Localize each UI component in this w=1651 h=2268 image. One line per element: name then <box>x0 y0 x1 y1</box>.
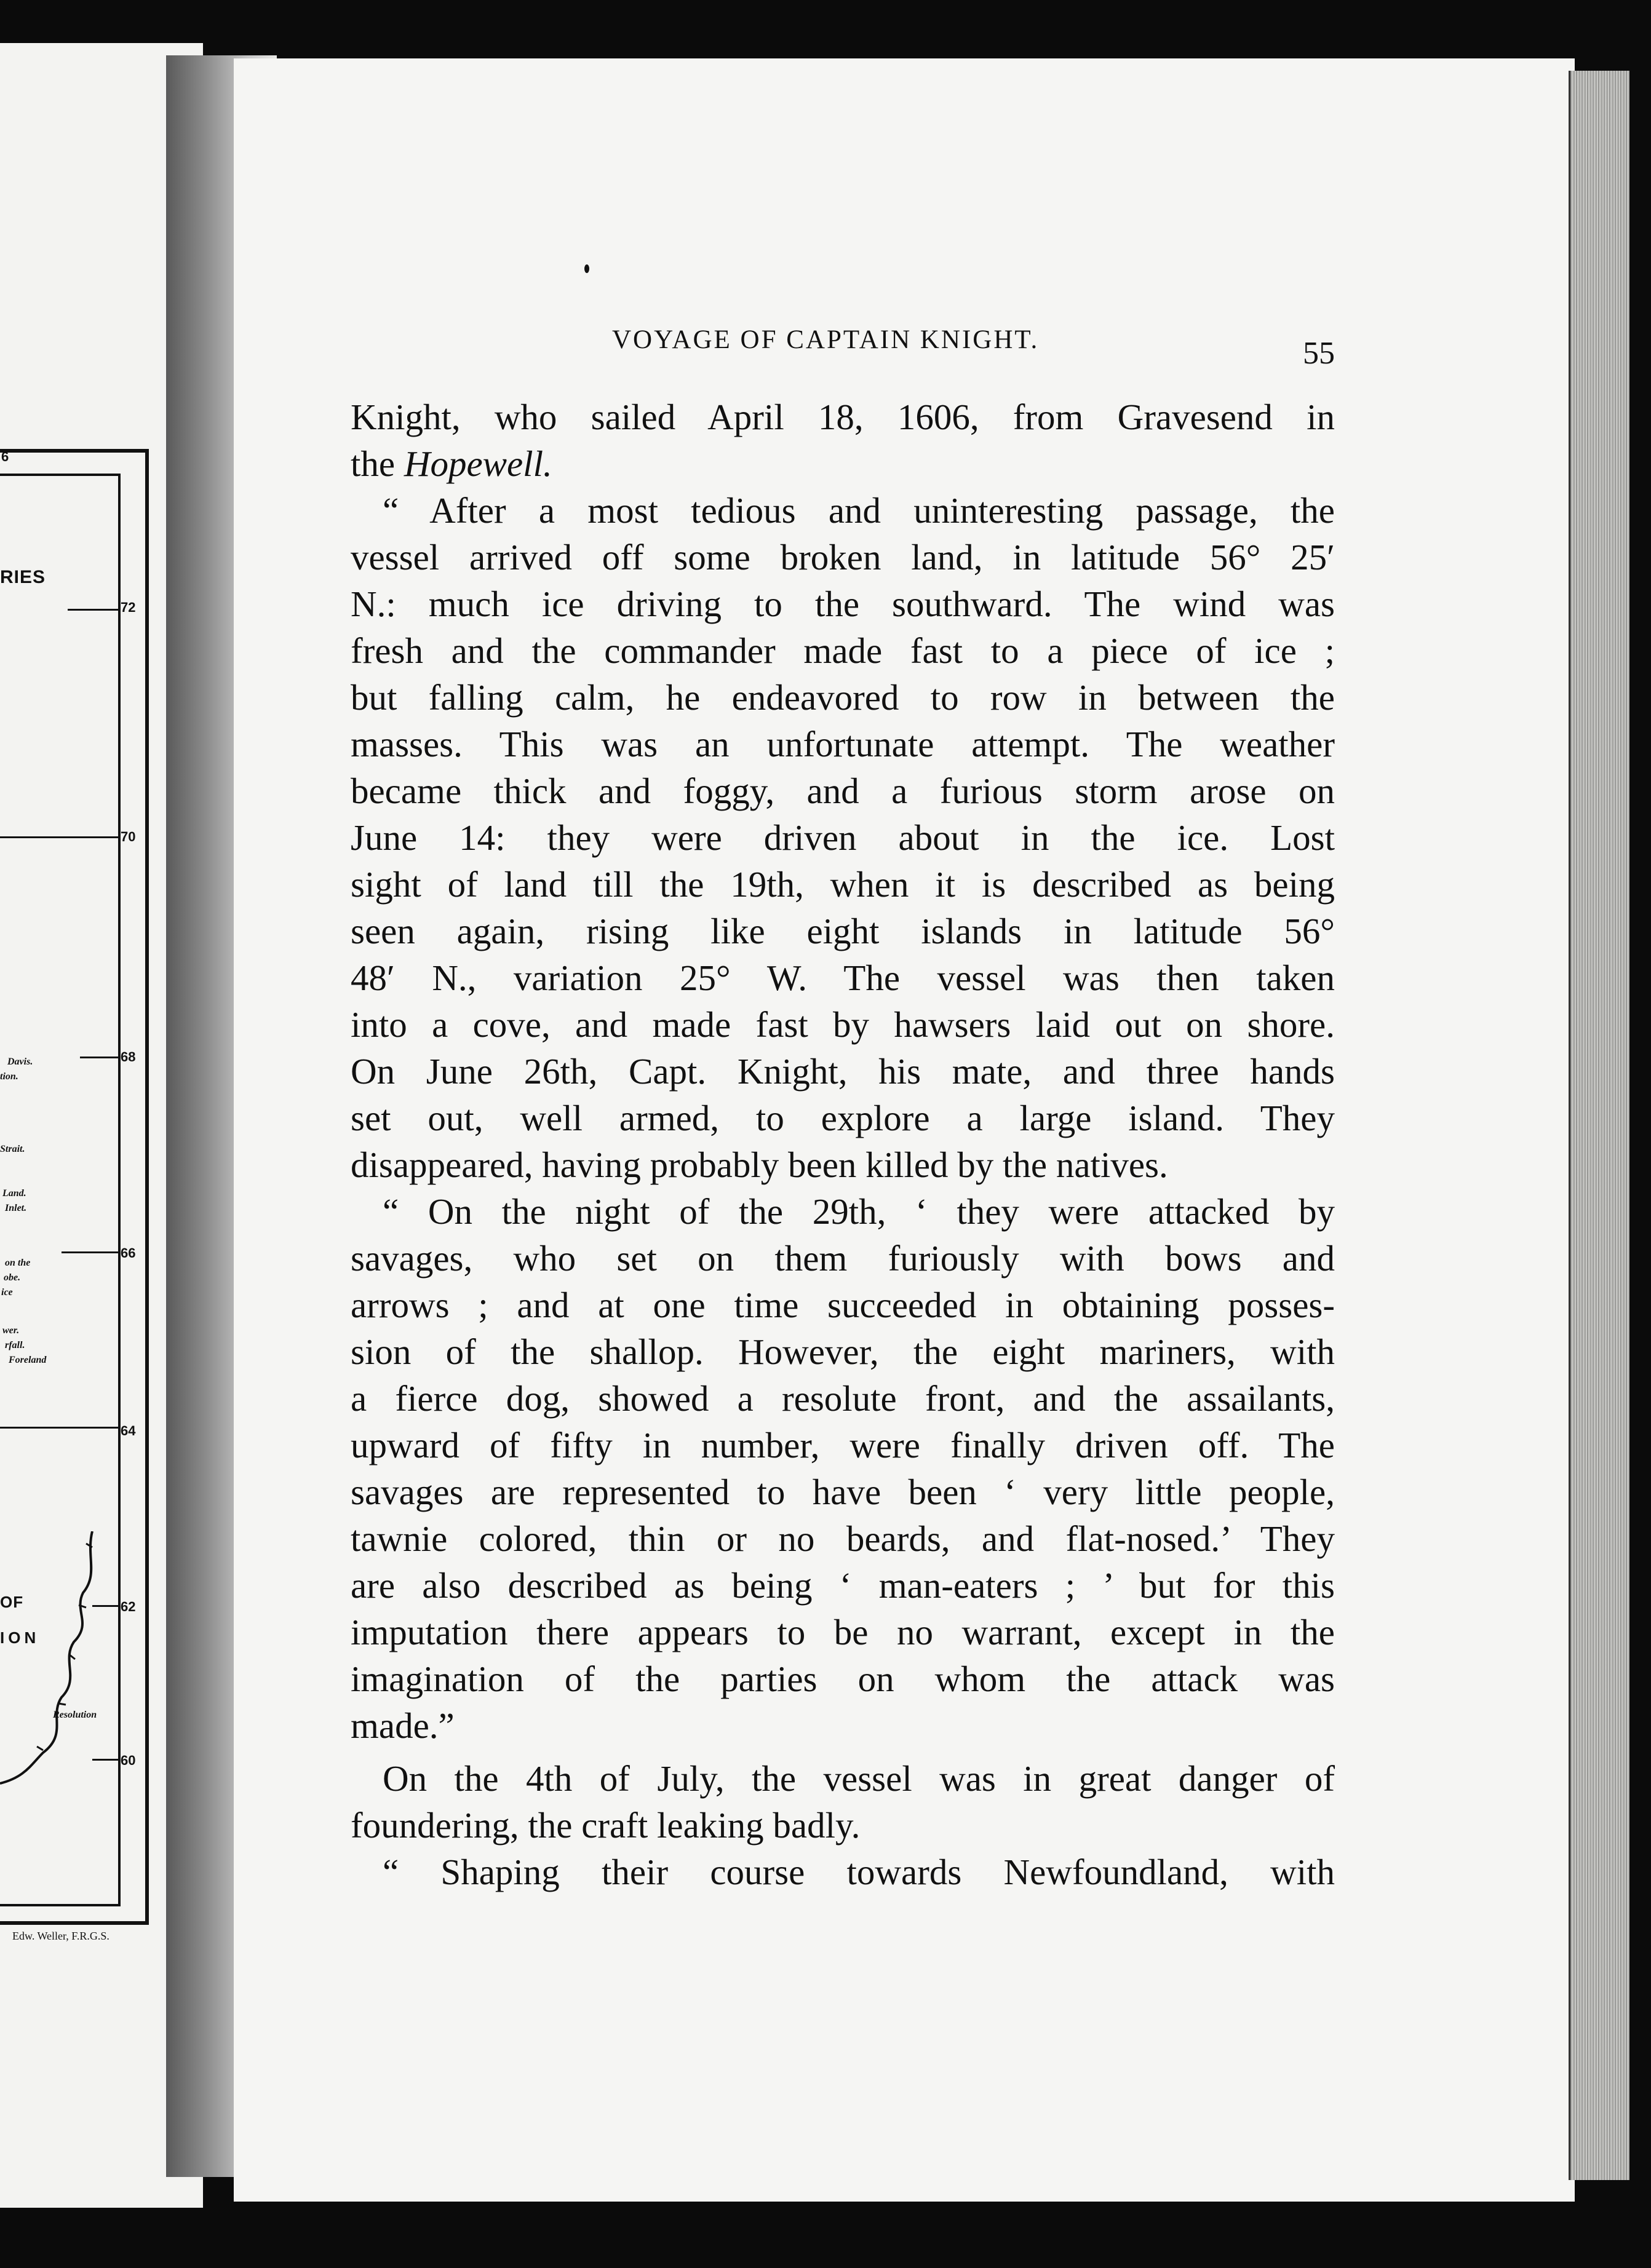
map-note: Land. <box>2 1188 26 1199</box>
text-line: Knight, who sailed April 18, 1606, from Gravesend in <box>351 397 1335 437</box>
map-note: rfall. <box>5 1340 25 1350</box>
text-line: savages are represented to have been ‘ very little people, <box>351 1472 1335 1512</box>
text-line: “ Shaping their course towards Newfoundland, with <box>383 1852 1335 1892</box>
text-line: On the 4th of July, the vessel was in great danger of <box>383 1758 1335 1799</box>
text-line: “ After a most tedious and uninteresting passage, the <box>383 490 1335 531</box>
text-line: June 14: they were driven about in the ice. Lost <box>351 817 1335 858</box>
text-line: N.: much ice driving to the southward. The wind was <box>351 584 1335 624</box>
text-line: sight of land till the 19th, when it is described as being <box>351 864 1335 905</box>
latitude-line <box>0 1427 121 1429</box>
latitude-tick: 66 <box>121 1245 136 1261</box>
latitude-line <box>80 1057 121 1058</box>
map-note: Resolution <box>53 1710 97 1720</box>
map-note: obe. <box>4 1272 21 1283</box>
text-line: imagination of the parties on whom the attack was <box>351 1659 1335 1699</box>
map-title-fragment: RIES <box>0 567 46 587</box>
map-label-fragment: OF <box>0 1593 24 1611</box>
text-line: became thick and foggy, and a furious storm arose on <box>351 771 1335 811</box>
text-line: “ On the night of the 29th, ‘ they were attacked by <box>383 1191 1335 1232</box>
map-note: tion. <box>0 1071 18 1082</box>
text-line: vessel arrived off some broken land, in latitude 56° 25′ <box>351 537 1335 577</box>
map-note: wer. <box>2 1325 20 1336</box>
text-line: foundering, the craft leaking badly. <box>351 1805 861 1846</box>
coastline-drawing <box>0 1531 123 1790</box>
text-line: 48′ N., variation 25° W. The vessel was then taken <box>351 958 1335 998</box>
map-note: Inlet. <box>5 1203 27 1213</box>
latitude-line <box>0 836 121 838</box>
map-engraver-credit: Edw. Weller, F.R.G.S. <box>12 1930 109 1942</box>
text-line: tawnie colored, thin or no beards, and flat-nosed.’ They <box>351 1518 1335 1559</box>
text-line: set out, well armed, to explore a large island. They <box>351 1098 1335 1138</box>
text-line: arrows ; and at one time succeeded in obtaining posses- <box>351 1285 1335 1325</box>
latitude-tick: 64 <box>121 1423 136 1438</box>
latitude-tick: 62 <box>121 1599 136 1614</box>
text-line: upward of fifty in number, were finally driven off. The <box>351 1425 1335 1465</box>
latitude-tick: 72 <box>121 600 136 615</box>
text-line <box>351 440 1335 487</box>
text-line: seen again, rising like eight islands in latitude 56° <box>351 911 1335 951</box>
page-edges <box>1569 71 1629 2180</box>
running-head: VOYAGE OF CAPTAIN KNIGHT. <box>612 325 1040 354</box>
text-line: but falling calm, he endeavored to row in between the <box>351 677 1335 718</box>
text-line: into a cove, and made fast by hawsers laid out on shore. <box>351 1004 1335 1045</box>
text-line: sion of the shallop. However, the eight mariners, with <box>351 1331 1335 1372</box>
text-line: are also described as being ‘ man-eaters ; ’ but for this <box>351 1565 1335 1606</box>
text-line: made.” <box>351 1705 455 1746</box>
ink-speck <box>584 264 589 273</box>
latitude-line <box>68 609 121 611</box>
text-line: imputation there appears to be no warrant, except in the <box>351 1612 1335 1652</box>
text-fragment: the <box>351 443 404 484</box>
ship-name: Hopewell. <box>404 443 552 484</box>
latitude-tick: 60 <box>121 1753 136 1768</box>
map-note: Davis. <box>7 1057 33 1067</box>
latitude-tick: 70 <box>121 829 136 844</box>
text-line: savages, who set on them furiously with bows and <box>351 1238 1335 1279</box>
map-label-fragment: ION <box>0 1628 40 1647</box>
text-line: fresh and the commander made fast to a piece of ice ; <box>351 630 1335 671</box>
map-note: on the <box>5 1258 31 1268</box>
text-line: disappeared, having probably been killed by the natives. <box>351 1144 1168 1185</box>
map-corner-number: 6 <box>1 449 9 464</box>
text-line: On June 26th, Capt. Knight, his mate, and three hands <box>351 1051 1335 1092</box>
map-note: Foreland <box>9 1355 47 1365</box>
text-line: a fierce dog, showed a resolute front, and the assailants, <box>351 1378 1335 1419</box>
latitude-line <box>62 1251 121 1253</box>
map-note: Strait. <box>0 1144 25 1154</box>
text-line: masses. This was an unfortunate attempt. The weather <box>351 724 1335 764</box>
map-note: ice <box>1 1287 13 1298</box>
page-number: 55 <box>1303 336 1335 371</box>
latitude-tick: 68 <box>121 1049 136 1065</box>
